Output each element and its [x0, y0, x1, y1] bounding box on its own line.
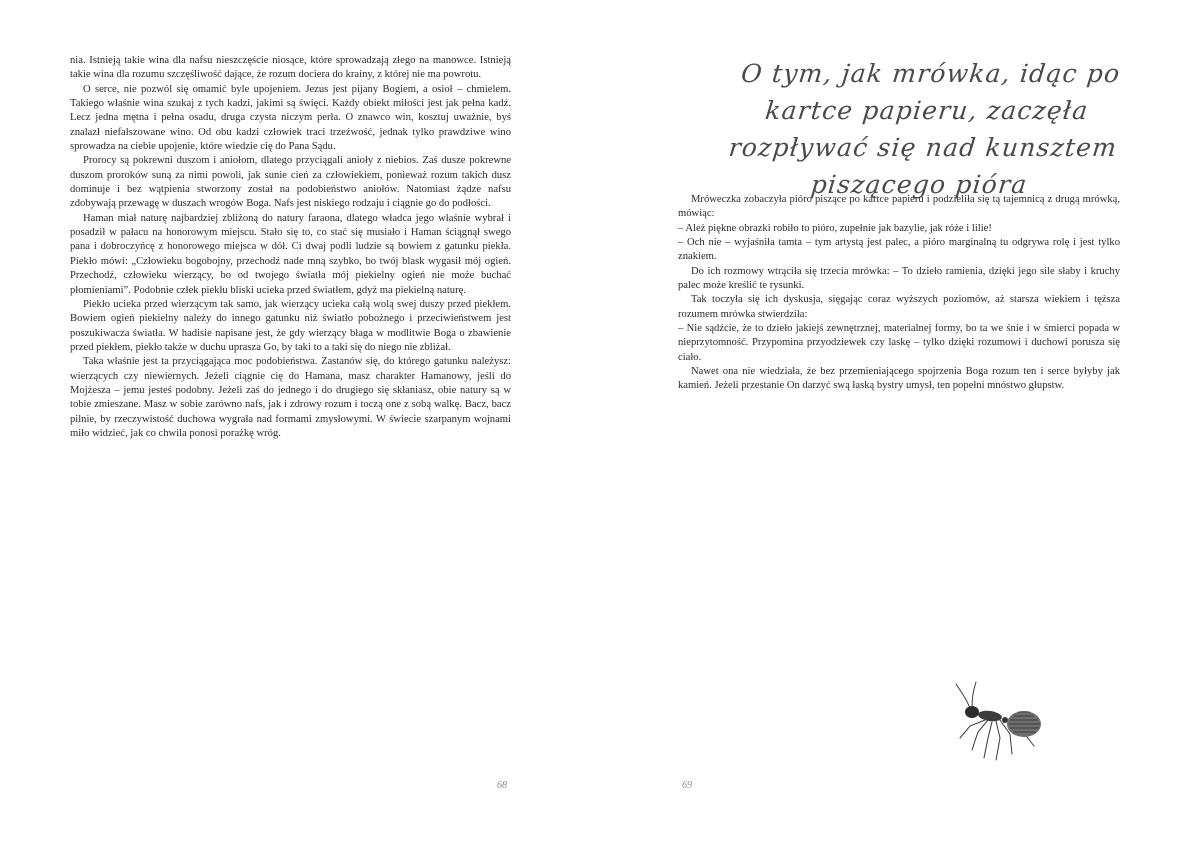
- left-page: [0, 0, 595, 842]
- paragraph: O serce, nie pozwól się omamić byle upojeniem. Jezus jest pijany Bogiem, a osioł – chmielem. Takiego właśnie wina szukaj z tych kadzi, jakimi są święci. Każdy obiekt miłości jest jak pełna kadź. Lecz jedna mętna i pełna osadu, druga czysta niczym perła. O znawco win, kosztuj uważnie, byś znalazł niefałszowane wino. Od obu kadzi człowiek traci trzeźwość, jednak tylko prawdziwe wino sprowadza na ciebie upojenie, które wiedzie cię do Pana Sądu.: [70, 83, 511, 153]
- left-page-text: [70, 54, 511, 441]
- paragraph: – Och nie – wyjaśniła tamta – tym artystą jest palec, a pióro marginalną tu odgrywa rolę i jest tylko znakiem.: [678, 237, 1120, 263]
- paragraph: – Ależ piękne obrazki robiło to pióro, zupełnie jak bazylie, jak róże i lilie!: [678, 222, 992, 234]
- page-number: 68: [497, 780, 507, 791]
- paragraph: Piekło ucieka przed wierzącym tak samo, jak wierzący ucieka całą wolą swej duszy przed piekłem. Bowiem ogień piekielny należy do innego gatunku niż światło pobożnego i przeciwieństwem jest poszukiwacza światła. W hadisie napisane jest, że gdy wierzący błaga w modlitwie Boga o zbawienie przed piekłem, piekło także w duchu uprasza Go, by taki to a taki się do niego nie zbliżał.: [70, 298, 511, 353]
- ant-illustration: [948, 680, 1052, 768]
- paragraph: Do ich rozmowy wtrąciła się trzecia mrówka: – To dzieło ramienia, dzięki jego sile słaby i kruchy palec może kreślić te rysunki.: [678, 265, 1120, 292]
- paragraph: Taka właśnie jest ta przyciągająca moc podobieństwa. Zastanów się, do którego gatunku należysz: wierzących czy niewiernych. Jeżeli ciągnie cię do Hamana, masz charakter Hamanowy, jeśli do Mojżesza – jemu jesteś podobny. Jeżeli zaś do jednego i do drugiego się skłaniasz, obie natury są w tobie zmieszane. Masz w sobie zarówno nafs, jak i zdrowy rozum i toczą one z sobą walkę. Bacz, bacz pilnie, by rzeczywistość duchowa wygrała nad formami zmysłowymi. W świecie szarpanym wojnami miło widzieć, jak co chwila ponosi porażkę wróg.: [70, 356, 511, 439]
- page-number: 69: [682, 780, 692, 791]
- chapter-title: O tym, jak mrówka, idąc po kartce papieru, zaczęła rozpływać się nad kunsztem piszącego pióra: [727, 59, 1122, 199]
- paragraph: Haman miał naturę najbardziej zbliżoną do natury faraona, dlatego władca jego właśnie wybrał i posadził w pałacu na honorowym miejscu. Stało się to, co stać się musiało i Haman ściągnął swego pana i dobroczyńcę z honorowego miejsca w dół. Ci dwaj podli ludzie są bowiem z gatunku piekła. Piekło mówi: „Człowieku bogobojny, przechodź nade mną szybko, bo twój blask wygasił mój ogień. Przechodź, człowieku wierzący, bo od twojego światła mój piekielny ogień nie może buchać płomieniami”. Podobnie człek piekłu bliski ucieka przed światłem, gdyż ma piekielną naturę.: [70, 212, 511, 296]
- paragraph: Tak toczyła się ich dyskusja, sięgając coraz wyższych poziomów, aż starsza wiekiem i tęższa rozumem mrówka stwierdziła:: [678, 294, 1120, 320]
- paragraph: – Nie sądźcie, że to dzieło jakiejś zewnętrznej, materialnej formy, bo ta we śnie i w śmierci popada w nieprzytomność. Przypomina przyodziewek czy laskę – tylko dzięki rozumowi i duchowi porusza się ciało.: [678, 323, 1120, 363]
- paragraph: Nawet ona nie wiedziała, że bez przemieniającego spojrzenia Boga rozum ten i serce byłyby jak kamień. Jeżeli przestanie On darzyć swą łaską bystry umysł, ten popełni mnóstwo głupstw.: [678, 366, 1120, 392]
- ant-icon: [948, 680, 1052, 768]
- paragraph: Mróweczka zobaczyła pióro piszące po kartce papieru i podzieliła się tą tajemnicą z drugą mrówką, mówiąc:: [678, 194, 1120, 220]
- paragraph: Prorocy są pokrewni duszom i aniołom, dlatego przyciągali anioły z niebios. Zaś dusze pokrewne duszom proroków suną za nimi powoli, jak sunie cień za człowiekiem, ponieważ rozum takich dusz dominuje i bez wątpienia stworzony został na podobieństwo aniołów. Natomiast żądze nafsu zdobywają przewagę w duszach wrogów Boga. Nafs jest niskiego rodzaju i ciągnie go do podłości.: [70, 155, 511, 210]
- paragraph: nia. Istnieją takie wina dla nafsu nieszczęście niosące, które sprowadzają złego na manowce. Istnieją takie wina dla rozumu szczęśliwość dające, że rozum dociera do krainy, z której nie ma powrotu.: [70, 55, 511, 81]
- right-page: [596, 0, 1191, 842]
- right-page-text: [678, 193, 1120, 394]
